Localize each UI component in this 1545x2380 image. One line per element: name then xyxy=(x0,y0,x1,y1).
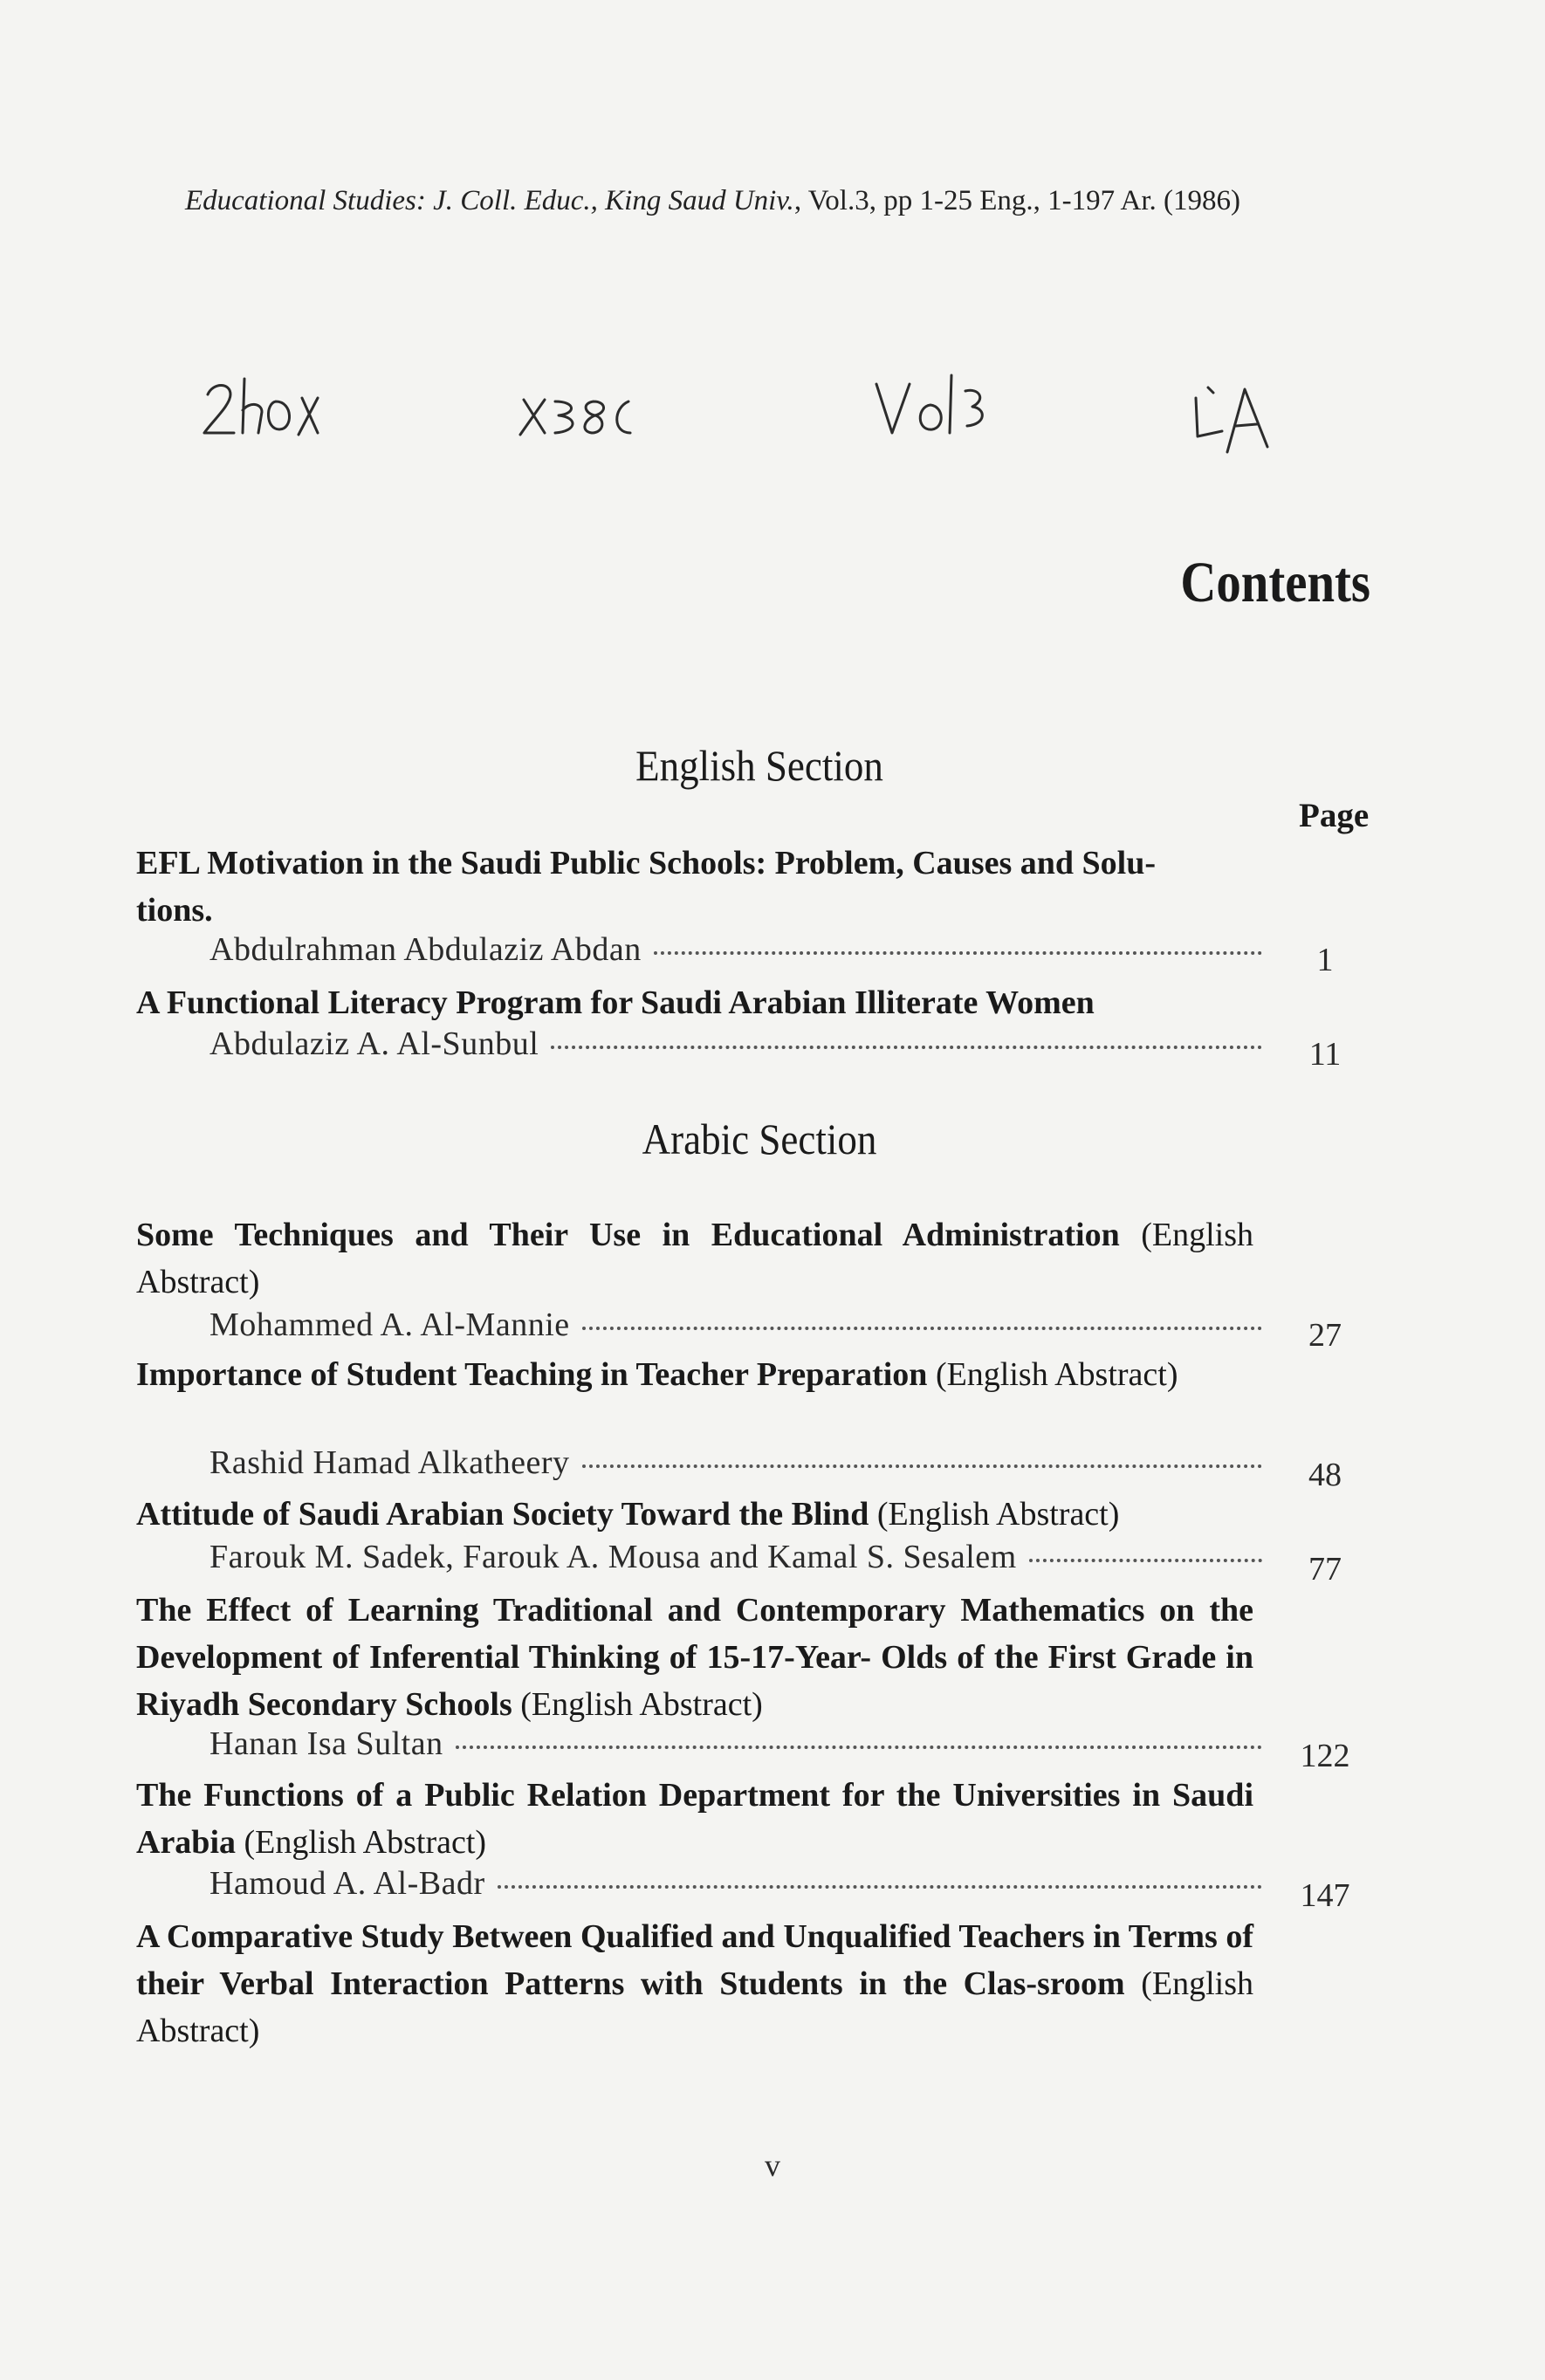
dot-leader xyxy=(582,1464,1262,1468)
entry-title: A Comparative Study Between Qualified and Unqualified Teachers in Terms of their Verbal Interaction Patterns with Students in the Clas-sroom xyxy=(136,1918,1253,2002)
running-head-details: , Vol.3, pp 1-25 Eng., 1-197 Ar. (1986) xyxy=(793,185,1241,216)
entry-author: Hamoud A. Al-Badr xyxy=(209,1865,485,1902)
entry-page-number: 27 xyxy=(1308,1317,1342,1354)
entry-page-number: 1 xyxy=(1316,942,1334,978)
entry-title xyxy=(136,840,1253,934)
entry-author-line xyxy=(209,1306,1274,1355)
dot-leader xyxy=(1029,1559,1262,1562)
toc-entry xyxy=(136,1211,1253,1306)
entry-page-number: 11 xyxy=(1308,1036,1342,1073)
entry-title: Attitude of Saudi Arabian Society Toward the Blind xyxy=(136,1496,869,1533)
entry-page-number: 48 xyxy=(1308,1457,1342,1493)
entry-author: Hanan Isa Sultan xyxy=(209,1725,443,1762)
arabic-section-title: Arabic Section xyxy=(642,1115,877,1163)
entry-author-line xyxy=(209,930,1274,979)
dot-leader xyxy=(582,1327,1262,1330)
running-head xyxy=(185,185,1407,217)
toc-entry xyxy=(136,1351,1253,1398)
entry-abstract-note: (English Abstract) xyxy=(136,1965,1253,2049)
entry-title: Some Techniques and Their Use in Educational Administration xyxy=(136,1217,1120,1253)
entry-page-number: 122 xyxy=(1300,1738,1350,1774)
entry-author-line xyxy=(209,1025,1274,1073)
dot-leader xyxy=(654,951,1262,955)
entry-page-number: 77 xyxy=(1308,1551,1342,1588)
entry-title: The Effect of Learning Traditional and Contemporary Mathematics on the Development of Inferential Thinking of 15-17-Year- Olds of the First Grade in Riyadh Secondary Schools xyxy=(136,1592,1253,1723)
entry-page-number: 147 xyxy=(1300,1877,1350,1914)
dot-leader xyxy=(456,1746,1262,1749)
entry-abstract-note: (English Abstract) xyxy=(244,1824,487,1861)
entry-author: Farouk M. Sadek, Farouk A. Mousa and Kamal S. Sesalem xyxy=(209,1539,1017,1575)
handwritten-annotation xyxy=(201,349,1405,454)
entry-author: Abdulrahman Abdulaziz Abdan xyxy=(209,931,642,968)
page-folio: v xyxy=(765,2148,780,2183)
entry-title: A Functional Literacy Program for Saudi Arabian Illiterate Women xyxy=(136,984,1095,1021)
entry-abstract-note: (English Abstract) xyxy=(876,1496,1120,1533)
entry-author: Abdulaziz A. Al-Sunbul xyxy=(209,1025,539,1062)
page-column-label: Page xyxy=(1299,797,1370,834)
entry-author: Rashid Hamad Alkatheery xyxy=(209,1444,570,1481)
dot-leader xyxy=(551,1046,1262,1049)
entry-author-line xyxy=(209,1864,1274,1913)
running-head-journal: Educational Studies: J. Coll. Educ., King Saud Univ. xyxy=(185,185,794,216)
entry-abstract-note: (English Abstract) xyxy=(935,1356,1178,1393)
toc-entry xyxy=(136,1772,1253,1866)
toc-entry xyxy=(136,1913,1253,2054)
toc-entry xyxy=(136,1491,1253,1538)
entry-author: Mohammed A. Al-Mannie xyxy=(209,1307,570,1343)
toc-entry xyxy=(136,1587,1253,1728)
entry-abstract-note: (English Abstract) xyxy=(520,1686,763,1723)
toc-entry xyxy=(136,840,1253,934)
entry-title: The Functions of a Public Relation Department for the Universities in Saudi Arabia xyxy=(136,1777,1253,1861)
entry-author-line xyxy=(209,1538,1274,1587)
entry-title-line: tions. xyxy=(136,892,213,929)
entry-abstract-note: (English Abstract) xyxy=(136,1217,1254,1300)
entry-title: Importance of Student Teaching in Teacher Preparation xyxy=(136,1356,928,1393)
toc-entry xyxy=(136,979,1253,1026)
contents-title: Contents xyxy=(1180,551,1370,614)
entry-author-line xyxy=(209,1444,1274,1492)
entry-title-line: EFL Motivation in the Saudi Public Schools: Problem, Causes and Solu- xyxy=(136,845,1156,881)
entry-author-line xyxy=(209,1725,1274,1773)
dot-leader xyxy=(498,1885,1262,1889)
english-section-title: English Section xyxy=(635,741,883,790)
